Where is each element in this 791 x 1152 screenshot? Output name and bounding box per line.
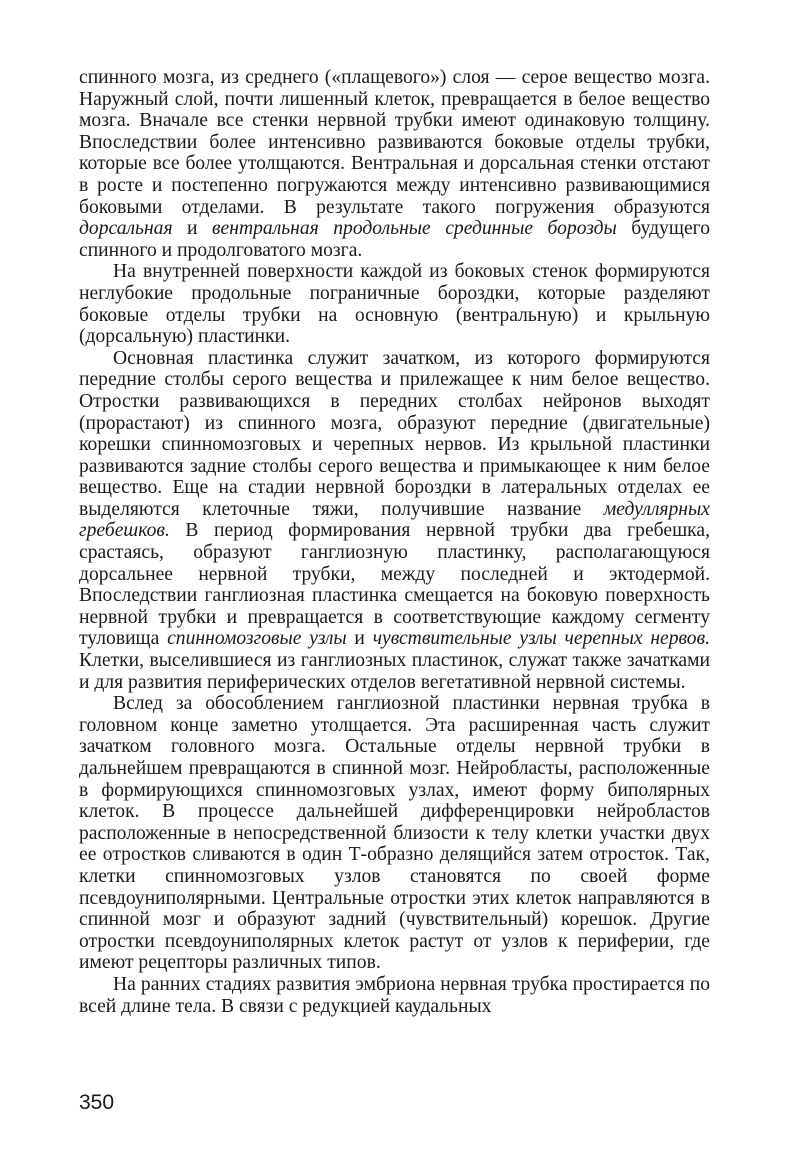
- text-segment: На внутренней поверхности каждой из боковых стенок формируются неглубокие продольные пограничные бороздки, которые разделяют боковые отделы трубки на основную (вентральную) и крыльную (дорсальную) пластинки.: [79, 261, 710, 348]
- text-segment: и: [172, 218, 213, 240]
- text-segment: В период формирования нервной трубки два гребешка, срастаясь, образуют ганглиозную пластинку, располагающуюся дорсальнее нервной трубки, между последней и эктодермой. Впоследствии ганглиозная пластинка смещается на боковую поверхность нервной трубки и превращается в соответствующие каждому сегменту туловища: [79, 520, 710, 650]
- text-segment: Вслед за обособлением ганглиозной пластинки нервная трубка в головном конце заметно утолщается. Эта расширенная часть служит зачатком головного мозга. Остальные отделы нервной трубки в дальнейшем превращаются в спинной мозг. Нейробласты, расположенные в формирующихся спинномозговых узлах, имеют форму биполярных клеток. В процессе дальнейшей дифференцировки нейробластов расположенные в непосредственной близости к телу клетки участки двух ее отростков сливаются в один Т-образно делящийся затем отросток. Так, клетки спинномозговых узлов становятся по своей форме псевдоуниполярными. Центральные отростки этих клеток направляются в спинной мозг и образуют задний (чувствительный) корешок. Другие отростки псевдоуниполярных клеток растут от узлов к периферии, где имеют рецепторы различных типов.: [79, 693, 710, 974]
- paragraph-5: [79, 974, 710, 1017]
- italic-term: медуллярных гребешков.: [79, 498, 710, 542]
- paragraph-3: [79, 348, 710, 694]
- text-segment: спинного мозга, из среднего («плащевого») слоя — серое вещество мозга. Наружный слой, почти лишенный клеток, превращается в белое вещество мозга. Вначале все стенки нервной трубки имеют одинаковую толщину. Впоследствии более интенсивно развиваются боковые отделы трубки, которые все более утолщаются. Вентральная и дорсальная стенки отстают в росте и постепенно погружаются между интенсивно развивающимися боковыми отделами. В результате такого погружения образуются: [79, 67, 710, 218]
- italic-term: дорсальная: [79, 218, 173, 240]
- text-segment: На ранних стадиях развития эмбриона нервная трубка простирается по всей длине тела. В связи с редукцией каудальных: [79, 973, 710, 1017]
- page-number: 350: [79, 1091, 115, 1114]
- text-segment: Основная пластинка служит зачатком, из которого формируются передние столбы серого вещества и прилежащее к ним белое вещество. Отростки развивающихся в передних столбах нейронов выходят (прорастают) из спинного мозга, образуют передние (двигательные) корешки спинномозговых и черепных нервов. Из крыльной пластинки развиваются задние столбы серого вещества и примыкающее к ним белое вещество. Еще на стадии нервной бороздки в латеральных отделах ее выделяются клеточные тяжи, получившие название: [79, 347, 710, 520]
- body-text: [79, 67, 710, 1017]
- text-segment: и: [346, 628, 373, 650]
- paragraph-1: [79, 67, 710, 261]
- italic-term: вентральная продольные срединные борозды: [212, 218, 617, 240]
- italic-term: спинномозговые узлы: [167, 628, 347, 650]
- italic-term: чувствительные узлы черепных нервов.: [372, 628, 711, 650]
- paragraph-2: [79, 261, 710, 347]
- text-segment: Клетки, выселившиеся из ганглиозных пластинок, служат также зачатками и для развития периферических отделов вегетативной нервной системы.: [79, 650, 710, 693]
- text-segment: будущего спинного и продолговатого мозга.: [79, 218, 710, 261]
- paragraph-4: [79, 693, 710, 974]
